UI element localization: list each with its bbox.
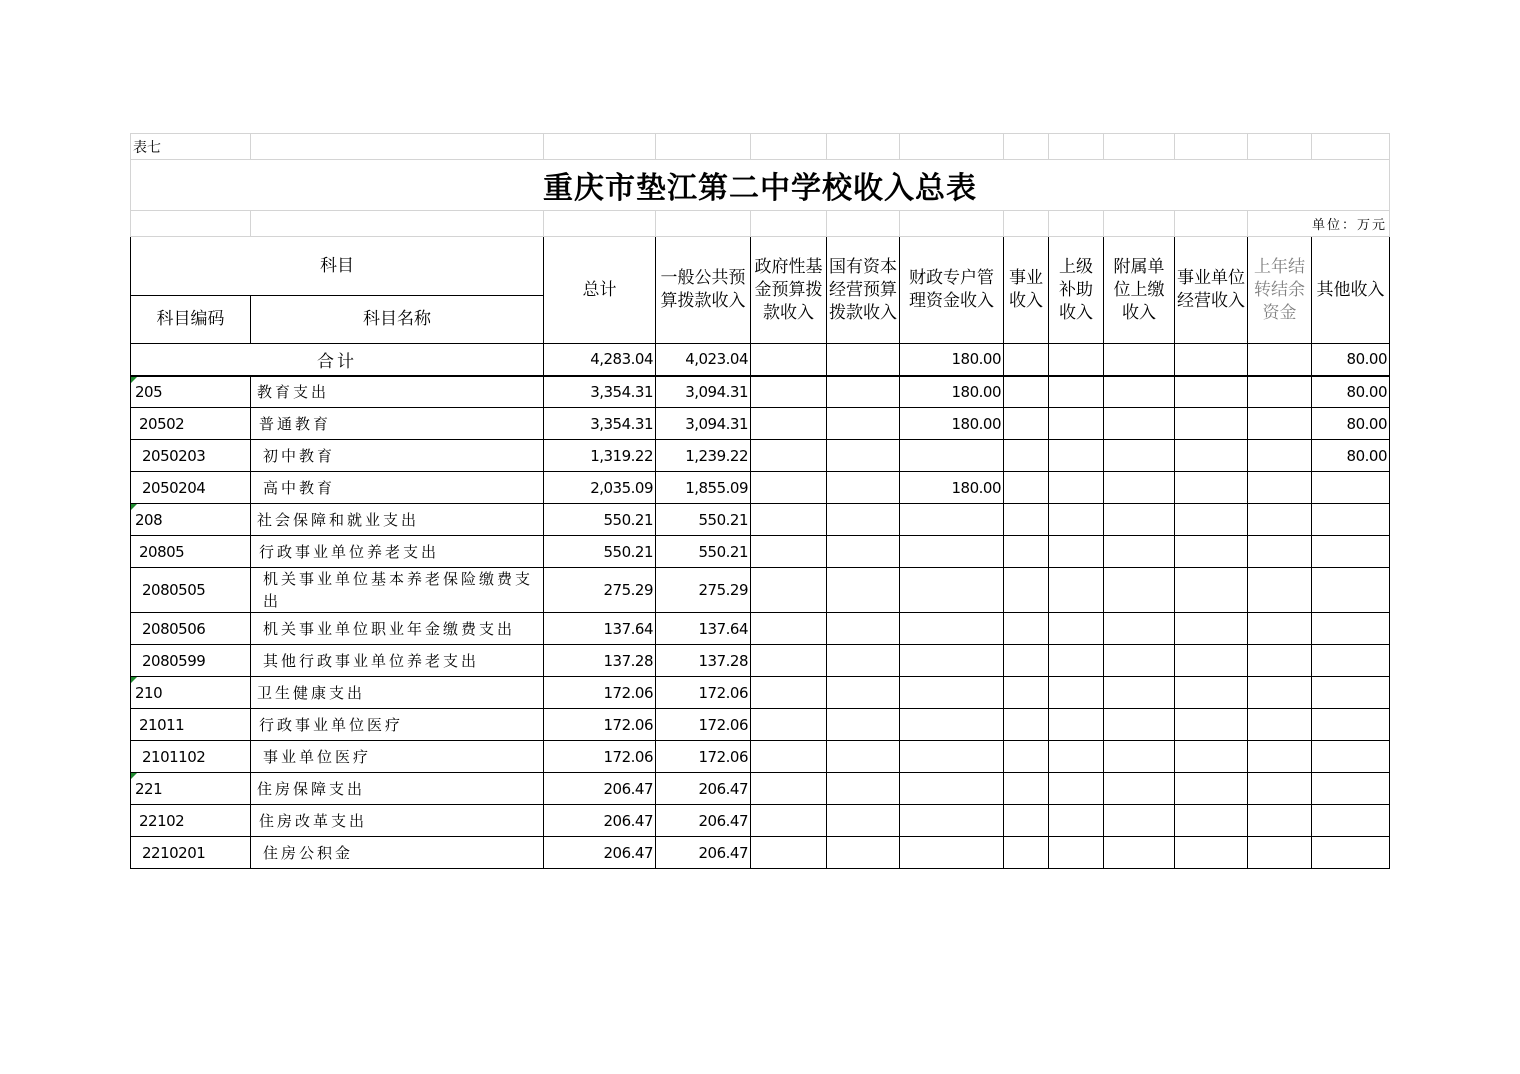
value-cell	[1312, 837, 1390, 869]
subject-name-cell: 住房公积金	[251, 837, 544, 869]
table-row	[131, 440, 1390, 472]
table-row	[131, 645, 1390, 677]
subject-code-cell: 210	[131, 677, 251, 709]
value-cell	[1049, 408, 1104, 440]
value-cell	[827, 568, 900, 613]
col-header-other-income: 其他收入	[1312, 237, 1390, 344]
value-cell	[900, 741, 1004, 773]
table-row	[131, 568, 1390, 613]
subject-code-cell: 2080506	[131, 613, 251, 645]
value-cell	[1175, 837, 1248, 869]
subject-code-cell: 21011	[131, 709, 251, 741]
subject-name-cell: 社会保障和就业支出	[251, 504, 544, 536]
value-cell	[751, 709, 827, 741]
value-cell: 206.47	[544, 837, 656, 869]
value-cell	[751, 837, 827, 869]
value-cell: 172.06	[544, 677, 656, 709]
col-header-business-income: 事业收入	[1004, 237, 1049, 344]
value-cell	[751, 613, 827, 645]
value-cell	[1248, 613, 1312, 645]
value-cell	[1248, 837, 1312, 869]
value-cell: 1,855.09	[656, 472, 751, 504]
subject-name-cell: 行政事业单位医疗	[251, 709, 544, 741]
value-cell: 180.00	[900, 472, 1004, 504]
subject-name-cell: 普通教育	[251, 408, 544, 440]
value-cell	[1049, 613, 1104, 645]
col-header-general-budget: 一般公共预算拨款收入	[656, 237, 751, 344]
value-cell	[1248, 645, 1312, 677]
value-cell	[751, 408, 827, 440]
value-cell	[1312, 536, 1390, 568]
col-header-superior-subsidy: 上级补助收入	[1049, 237, 1104, 344]
subject-code-cell: 205	[131, 376, 251, 408]
value-cell	[1049, 376, 1104, 408]
value-cell: 1,319.22	[544, 440, 656, 472]
value-cell	[1049, 568, 1104, 613]
value-cell	[1104, 376, 1175, 408]
total-value-cell: 4,023.04	[656, 344, 751, 376]
subject-code-cell: 221	[131, 773, 251, 805]
value-cell	[1175, 376, 1248, 408]
subject-name-cell: 住房改革支出	[251, 805, 544, 837]
value-cell	[1049, 837, 1104, 869]
subject-code-cell: 20502	[131, 408, 251, 440]
value-cell	[900, 440, 1004, 472]
value-cell	[1104, 837, 1175, 869]
subject-code-cell: 2080599	[131, 645, 251, 677]
value-cell	[1049, 440, 1104, 472]
col-header-state-capital: 国有资本经营预算拨款收入	[827, 237, 900, 344]
value-cell	[1248, 504, 1312, 536]
value-cell	[1104, 709, 1175, 741]
value-cell	[900, 568, 1004, 613]
table-row	[131, 472, 1390, 504]
value-cell: 206.47	[544, 805, 656, 837]
value-cell	[900, 536, 1004, 568]
total-value-cell: 80.00	[1312, 344, 1390, 376]
value-cell	[827, 376, 900, 408]
value-cell: 180.00	[900, 408, 1004, 440]
value-cell	[1104, 677, 1175, 709]
value-cell: 172.06	[656, 741, 751, 773]
value-cell	[1004, 645, 1049, 677]
value-cell: 3,354.31	[544, 408, 656, 440]
subject-name-cell: 卫生健康支出	[251, 677, 544, 709]
value-cell: 137.28	[656, 645, 751, 677]
col-header-affiliate-remit: 附属单位上缴收入	[1104, 237, 1175, 344]
value-cell	[1312, 677, 1390, 709]
value-cell: 172.06	[656, 677, 751, 709]
value-cell	[1004, 568, 1049, 613]
table-row	[131, 677, 1390, 709]
value-cell	[1104, 536, 1175, 568]
value-cell	[1312, 773, 1390, 805]
value-cell	[1312, 568, 1390, 613]
value-cell	[1049, 741, 1104, 773]
table-row	[131, 536, 1390, 568]
value-cell	[751, 504, 827, 536]
total-value-cell	[827, 344, 900, 376]
table-row	[131, 376, 1390, 408]
value-cell	[900, 837, 1004, 869]
table-row	[131, 837, 1390, 869]
value-cell	[1312, 613, 1390, 645]
table-row	[131, 504, 1390, 536]
value-cell: 550.21	[656, 504, 751, 536]
value-cell: 206.47	[656, 837, 751, 869]
value-cell	[900, 613, 1004, 645]
value-cell	[1312, 472, 1390, 504]
value-cell	[827, 536, 900, 568]
value-cell	[1312, 741, 1390, 773]
value-cell	[1004, 440, 1049, 472]
value-cell	[751, 805, 827, 837]
value-cell	[1104, 568, 1175, 613]
table-row	[131, 773, 1390, 805]
value-cell	[1248, 709, 1312, 741]
value-cell	[1175, 773, 1248, 805]
value-cell: 3,094.31	[656, 408, 751, 440]
value-cell	[1104, 408, 1175, 440]
value-cell	[1004, 837, 1049, 869]
value-cell	[1004, 677, 1049, 709]
total-value-cell: 4,283.04	[544, 344, 656, 376]
value-cell	[1175, 741, 1248, 773]
subject-code-cell: 2210201	[131, 837, 251, 869]
value-cell	[751, 536, 827, 568]
value-cell	[1049, 677, 1104, 709]
value-cell	[1175, 472, 1248, 504]
value-cell	[900, 504, 1004, 536]
value-cell: 206.47	[656, 773, 751, 805]
value-cell	[1049, 645, 1104, 677]
value-cell	[1049, 536, 1104, 568]
value-cell	[900, 677, 1004, 709]
value-cell	[1049, 773, 1104, 805]
total-value-cell	[1175, 344, 1248, 376]
col-header-special-account: 财政专户管理资金收入	[900, 237, 1004, 344]
value-cell	[900, 709, 1004, 741]
value-cell	[1175, 677, 1248, 709]
value-cell	[1104, 645, 1175, 677]
value-cell	[827, 741, 900, 773]
table-row	[131, 709, 1390, 741]
table-row	[131, 805, 1390, 837]
value-cell	[751, 677, 827, 709]
subject-code-cell: 208	[131, 504, 251, 536]
value-cell	[1175, 568, 1248, 613]
value-cell	[827, 645, 900, 677]
total-value-cell: 180.00	[900, 344, 1004, 376]
value-cell: 206.47	[656, 805, 751, 837]
value-cell: 1,239.22	[656, 440, 751, 472]
value-cell	[751, 440, 827, 472]
subject-name-cell: 事业单位医疗	[251, 741, 544, 773]
subject-group-header: 科目	[131, 237, 544, 296]
value-cell	[1104, 741, 1175, 773]
value-cell: 275.29	[656, 568, 751, 613]
value-cell	[827, 837, 900, 869]
subject-code-cell: 20805	[131, 536, 251, 568]
value-cell	[1312, 645, 1390, 677]
subject-code-cell: 2050204	[131, 472, 251, 504]
table-row	[131, 408, 1390, 440]
col-header-operating-income: 事业单位经营收入	[1175, 237, 1248, 344]
subject-code-cell: 2101102	[131, 741, 251, 773]
subject-name-cell: 教育支出	[251, 376, 544, 408]
value-cell	[1049, 805, 1104, 837]
value-cell	[751, 645, 827, 677]
value-cell: 137.64	[544, 613, 656, 645]
value-cell	[827, 613, 900, 645]
subject-code-cell: 22102	[131, 805, 251, 837]
value-cell	[1104, 504, 1175, 536]
value-cell	[1004, 709, 1049, 741]
value-cell: 2,035.09	[544, 472, 656, 504]
value-cell	[1175, 645, 1248, 677]
value-cell	[900, 773, 1004, 805]
value-cell: 80.00	[1312, 440, 1390, 472]
subject-name-cell: 其他行政事业单位养老支出	[251, 645, 544, 677]
value-cell: 275.29	[544, 568, 656, 613]
value-cell	[1004, 805, 1049, 837]
subject-name-header: 科目名称	[251, 296, 544, 344]
value-cell	[1248, 376, 1312, 408]
unit-label: 单位：万元	[1248, 211, 1390, 237]
value-cell	[751, 568, 827, 613]
value-cell: 180.00	[900, 376, 1004, 408]
subject-code-cell: 2050203	[131, 440, 251, 472]
value-cell	[1248, 773, 1312, 805]
value-cell: 172.06	[544, 741, 656, 773]
value-cell: 550.21	[544, 504, 656, 536]
subject-name-cell: 机关事业单位职业年金缴费支出	[251, 613, 544, 645]
value-cell	[827, 805, 900, 837]
value-cell	[1104, 773, 1175, 805]
value-cell	[827, 709, 900, 741]
value-cell	[1175, 504, 1248, 536]
value-cell	[1004, 408, 1049, 440]
value-cell	[1004, 472, 1049, 504]
value-cell: 137.64	[656, 613, 751, 645]
value-cell	[827, 677, 900, 709]
value-cell	[1049, 709, 1104, 741]
value-cell	[1248, 472, 1312, 504]
value-cell: 206.47	[544, 773, 656, 805]
value-cell: 550.21	[656, 536, 751, 568]
total-value-cell	[751, 344, 827, 376]
value-cell	[1248, 568, 1312, 613]
total-row	[131, 344, 1390, 376]
income-summary-sheet	[130, 133, 1390, 869]
value-cell	[1248, 536, 1312, 568]
subject-name-cell: 机关事业单位基本养老保险缴费支出	[251, 568, 544, 613]
value-cell	[827, 408, 900, 440]
value-cell: 3,354.31	[544, 376, 656, 408]
value-cell	[1004, 773, 1049, 805]
value-cell	[1175, 408, 1248, 440]
value-cell: 172.06	[656, 709, 751, 741]
subject-code-header: 科目编码	[131, 296, 251, 344]
col-header-gov-fund: 政府性基金预算拨款收入	[751, 237, 827, 344]
value-cell	[1104, 613, 1175, 645]
subject-name-cell: 高中教育	[251, 472, 544, 504]
value-cell	[1248, 408, 1312, 440]
table-row	[131, 613, 1390, 645]
value-cell	[900, 645, 1004, 677]
value-cell	[1049, 472, 1104, 504]
total-value-cell	[1004, 344, 1049, 376]
value-cell	[827, 472, 900, 504]
subject-name-cell: 行政事业单位养老支出	[251, 536, 544, 568]
value-cell	[1175, 536, 1248, 568]
col-header-total: 总计	[544, 237, 656, 344]
page-title: 重庆市垫江第二中学校收入总表	[131, 160, 1390, 211]
value-cell	[1248, 805, 1312, 837]
value-cell	[1104, 805, 1175, 837]
value-cell	[1104, 440, 1175, 472]
total-label: 合计	[131, 344, 544, 376]
value-cell	[1004, 536, 1049, 568]
value-cell	[827, 504, 900, 536]
value-cell	[751, 773, 827, 805]
value-cell	[1175, 440, 1248, 472]
value-cell	[1175, 709, 1248, 741]
sheet-label: 表七	[131, 134, 251, 160]
value-cell: 3,094.31	[656, 376, 751, 408]
value-cell	[1004, 504, 1049, 536]
value-cell	[1004, 613, 1049, 645]
col-header-carryover: 上年结转结余资金	[1248, 237, 1312, 344]
total-value-cell	[1248, 344, 1312, 376]
value-cell	[1049, 504, 1104, 536]
value-cell	[1004, 376, 1049, 408]
value-cell: 137.28	[544, 645, 656, 677]
value-cell	[1312, 504, 1390, 536]
value-cell	[1004, 741, 1049, 773]
value-cell	[1175, 613, 1248, 645]
total-value-cell	[1104, 344, 1175, 376]
subject-name-cell: 初中教育	[251, 440, 544, 472]
table-row	[131, 741, 1390, 773]
value-cell	[1248, 677, 1312, 709]
value-cell	[1248, 440, 1312, 472]
value-cell: 80.00	[1312, 376, 1390, 408]
subject-code-cell: 2080505	[131, 568, 251, 613]
value-cell	[1104, 472, 1175, 504]
value-cell	[900, 805, 1004, 837]
value-cell	[827, 440, 900, 472]
value-cell	[751, 741, 827, 773]
value-cell: 550.21	[544, 536, 656, 568]
value-cell: 172.06	[544, 709, 656, 741]
value-cell	[1175, 805, 1248, 837]
total-value-cell	[1049, 344, 1104, 376]
value-cell	[1312, 709, 1390, 741]
value-cell	[1248, 741, 1312, 773]
value-cell: 80.00	[1312, 408, 1390, 440]
value-cell	[1312, 805, 1390, 837]
value-cell	[827, 773, 900, 805]
value-cell	[751, 472, 827, 504]
value-cell	[751, 376, 827, 408]
subject-name-cell: 住房保障支出	[251, 773, 544, 805]
